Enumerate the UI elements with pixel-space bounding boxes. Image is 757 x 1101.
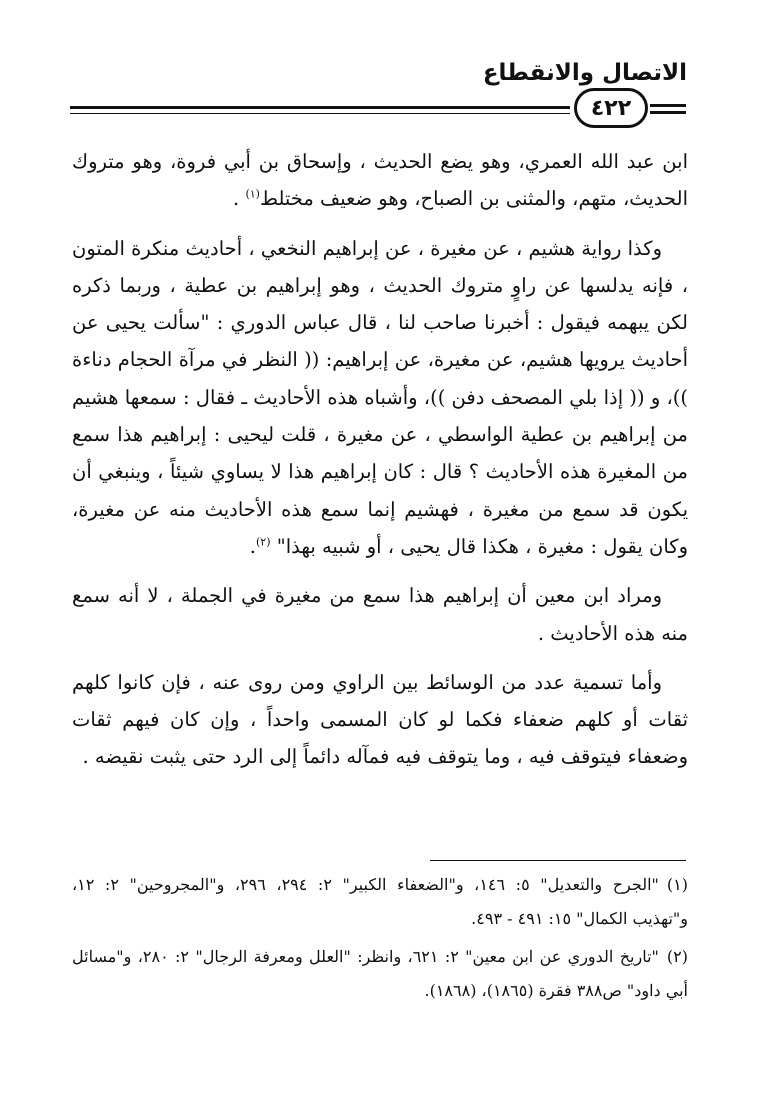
paragraph-text: ابن عبد الله العمري، وهو يضع الحديث ، وإسحاق بن أبي فروة، وهو متروك الحديث، متهم، والمثنى بن الصباح، وهو ضعيف مختلط (72, 150, 688, 211)
footnote (72, 940, 688, 1008)
footnote (72, 868, 688, 936)
paragraph-text: وكذا رواية هشيم ، عن مغيرة ، عن إبراهيم النخعي ، أحاديث منكرة المتون ، فإنه يدلسها عن راوٍ متروك الحديث ، وهو إبراهيم بن عطية ، وربما ذكره لكن يبهمه فيقول : أخبرنا صاحب لنا ، قال عباس الدوري : "سألت يحيى عن أحاديث يرويها هشيم، عن مغيرة، عن إبراهيم: (( النظر في مرآة الحجام دناءة ))، و (( إذا بلي المصحف دفن ))، وأشباه هذه الأحاديث ـ فقال : سمعها هشيم من إبراهيم بن عطية الواسطي ، عن مغيرة ، قلت ليحيى : إبراهيم هذا سمع من المغيرة هذه الأحاديث ؟ قال : كان إبراهيم هذا لا يساوي شيئاً ، وينبغي أن يكون قد سمع من مغيرة ، فهشيم إنما سمع هذه الأحاديث منه عن مغيرة، وكان يقول : مغيرة ، هكذا قال يحيى ، أو شبيه بهذا" (72, 236, 688, 558)
page-number (574, 88, 648, 128)
period: . (233, 187, 240, 211)
page-number-text: ٤٢٢ (590, 95, 632, 121)
paragraph (72, 577, 688, 652)
header-rule-thin (70, 113, 570, 114)
paragraph (72, 230, 688, 566)
footnotes (72, 868, 688, 1012)
footnote-separator (430, 860, 686, 861)
footnote-number: (٢) (666, 947, 689, 966)
header-rule-thick (70, 106, 570, 109)
footnote-number: (١) (666, 875, 688, 894)
footnote-text: "الجرح والتعديل" ٥: ١٤٦، و"الضعفاء الكبير" ٢: ٢٩٤، ٢٩٦، و"المجروحين" ٢: ١٢، و"تهذيب الكمال" ١٥: ٤٩١ - ٤٩٣. (72, 875, 688, 928)
footnote-text: "تاريخ الدوري عن ابن معين" ٢: ٦٢١، وانظر: "العلل ومعرفة الرجال" ٢: ٢٨٠، و"مسائل أبي داود" ص٣٨٨ فقرة (١٨٦٥)، (١٨٦٨). (72, 947, 688, 1000)
paragraph (72, 143, 688, 218)
header-rule-short (650, 104, 686, 114)
period: . (249, 534, 256, 558)
paragraph-text: ومراد ابن معين أن إبراهيم هذا سمع من مغيرة في الجملة ، لا أنه سمع منه هذه الأحاديث . (72, 584, 688, 645)
footnote-marker-1: (١) (245, 187, 260, 201)
main-text (72, 143, 688, 788)
paragraph-text: وأما تسمية عدد من الوسائط بين الراوي ومن روى عنه ، فإن كانوا كلهم ثقات أو كلهم ضعفاء فكما لو كان المسمى واحداً ، وإن كان فيهم ثقات وضعفاء فيتوقف فيه ، وما يتوقف فيه فمآله دائماً إلى الرد حتى يثبت نقيضه . (72, 670, 688, 769)
paragraph (72, 664, 688, 776)
running-title: الاتصال والانقطاع (482, 60, 687, 86)
footnote-marker-2: (٢) (256, 535, 271, 549)
